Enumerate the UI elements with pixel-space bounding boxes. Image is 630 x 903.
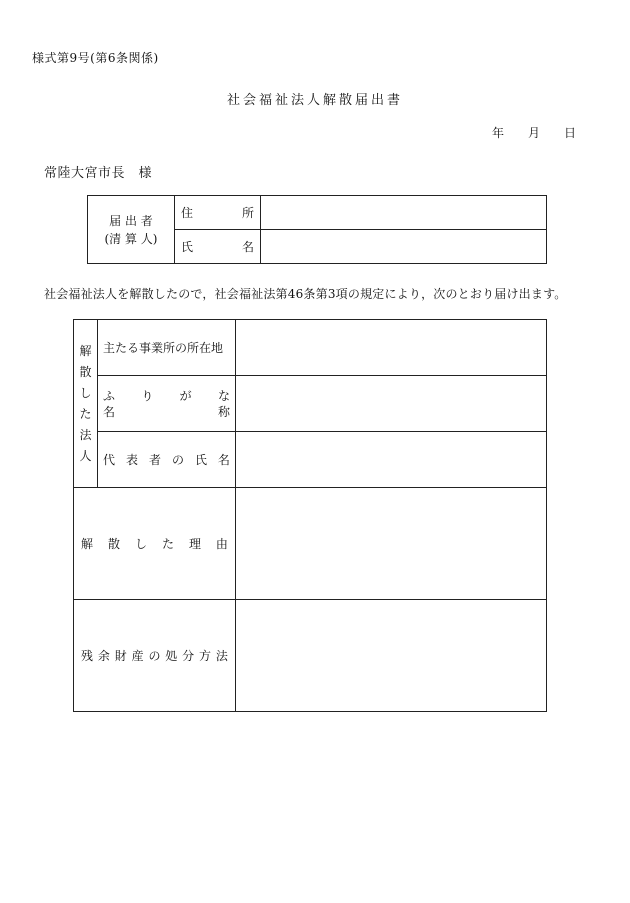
dissolution-reason-label (74, 488, 236, 600)
representative-label (98, 432, 236, 488)
assets-char: 残 (81, 649, 94, 663)
assets-char: 方 (199, 649, 212, 663)
dissolution-reason-field[interactable] (236, 488, 547, 600)
notifier-label-line1: 届 出 者 (109, 213, 153, 228)
representative-char: 代 (103, 453, 116, 467)
reason-char: 解 (81, 537, 94, 551)
form-id: 様式第9号(第6条関係) (32, 51, 159, 65)
notifier-table (87, 195, 547, 264)
office-location-field[interactable] (236, 320, 547, 376)
assets-char: 余 (97, 649, 110, 663)
name-label-char: 名 (241, 240, 254, 254)
addressee: 常陸大宮市長 様 (44, 166, 153, 181)
address-label-char: 住 (181, 206, 194, 220)
dissolved-corporation-table (73, 319, 547, 712)
furigana-char: ふ (103, 388, 116, 403)
date-month-label: 月 (528, 126, 541, 140)
representative-char: 名 (217, 453, 230, 467)
address-label-cell (175, 196, 261, 230)
name-label-char: 氏 (181, 240, 194, 254)
assets-char: 処 (165, 649, 178, 663)
name-field[interactable] (261, 230, 547, 264)
representative-name-field[interactable] (236, 432, 547, 488)
assets-char: 産 (131, 649, 144, 663)
corporation-name-field[interactable] (236, 376, 547, 432)
reason-char: 理 (188, 537, 201, 551)
document-title: 社会福祉法人解散届出書 (226, 93, 403, 108)
reason-char: た (161, 537, 174, 551)
office-location-label-text: 主たる事業所の所在地 (103, 341, 224, 355)
representative-char: 氏 (194, 453, 207, 467)
reason-char: 由 (215, 537, 228, 551)
address-label-char: 所 (241, 206, 254, 220)
assets-char: の (148, 649, 161, 663)
reason-char: 散 (107, 537, 120, 551)
office-location-label (98, 320, 236, 376)
assets-char: 法 (215, 649, 228, 663)
group-label-vertical: 解散した法人 (79, 343, 92, 463)
notifier-label (88, 196, 175, 264)
representative-char: 者 (148, 453, 161, 467)
furigana-char: な (217, 388, 230, 403)
name-char: 称 (217, 404, 230, 419)
furigana-char: が (179, 388, 192, 403)
date-day-label: 日 (564, 126, 577, 140)
assets-char: 分 (182, 649, 195, 663)
address-field[interactable] (261, 196, 547, 230)
dissolved-corporation-group-label (74, 320, 98, 488)
date-year-label: 年 (492, 126, 505, 140)
name-char: 名 (103, 404, 116, 419)
representative-char: の (171, 453, 184, 467)
name-label-cell (175, 230, 261, 264)
furigana-name-label (98, 376, 236, 432)
representative-char: 表 (125, 453, 138, 467)
statement-text: 社会福祉法人を解散したので，社会福祉法第46条第3項の規定により，次のとおり届け出ます。 (44, 287, 567, 301)
residual-assets-label (74, 600, 236, 712)
furigana-char: り (141, 388, 154, 403)
assets-char: 財 (114, 649, 127, 663)
reason-char: し (134, 537, 147, 551)
residual-assets-field[interactable] (236, 600, 547, 712)
notifier-label-line2: (清 算 人) (104, 231, 158, 246)
